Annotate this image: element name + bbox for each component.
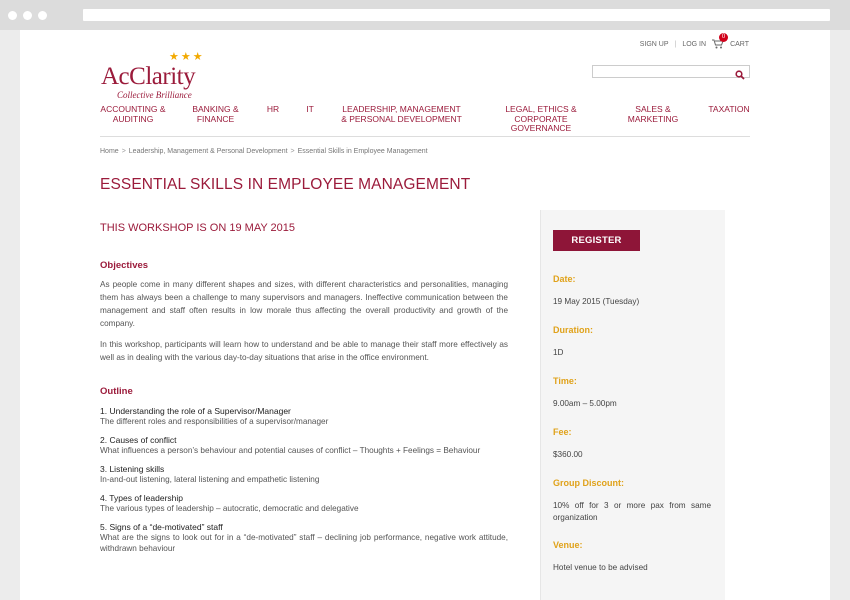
workshop-date-heading: THIS WORKSHOP IS ON 19 MAY 2015: [100, 222, 296, 234]
page-title: ESSENTIAL SKILLS IN EMPLOYEE MANAGEMENT: [100, 176, 471, 193]
logo-tagline: Collective Brilliance: [117, 90, 192, 100]
nav-label: AUDITING: [112, 113, 154, 124]
nav-item-sales[interactable]: [626, 105, 680, 124]
main-content: [100, 260, 508, 554]
web-page: [20, 30, 830, 600]
objectives-heading: Objectives: [100, 260, 149, 271]
signup-link[interactable]: SIGN UP: [639, 40, 669, 48]
nav-item-it[interactable]: [302, 105, 318, 115]
logo[interactable]: [101, 50, 221, 110]
venue-value: Hotel venue to be advised: [553, 563, 648, 572]
divider: |: [674, 40, 677, 48]
nav-item-accounting[interactable]: [100, 105, 166, 124]
nav-label: BANKING &: [192, 104, 239, 114]
outline-item: [100, 522, 508, 554]
cart-link[interactable]: CART: [730, 40, 749, 48]
nav-item-leadership[interactable]: [339, 105, 464, 124]
nav-item-taxation[interactable]: [708, 105, 750, 115]
outline-item-title: 1. Understanding the role of a Supervisor/Manager: [100, 406, 291, 416]
breadcrumb-current: Essential Skills in Employee Management: [297, 148, 428, 155]
nav-label: ACCOUNTING &: [100, 104, 166, 114]
duration-label: Duration:: [553, 325, 593, 335]
nav-label: SALES &: [635, 104, 671, 114]
logo-stars: ★★★: [169, 51, 205, 63]
nav-label: CORPORATE GOVERNANCE: [510, 113, 572, 133]
register-button[interactable]: REGISTER: [553, 230, 640, 251]
fee-value: $360.00: [553, 450, 583, 459]
date-label: Date:: [553, 274, 576, 284]
search-icon[interactable]: [735, 67, 745, 77]
nav-label: & PERSONAL DEVELOPMENT: [341, 113, 462, 124]
objectives-paragraph: In this workshop, participants will learn how to understand and be able to manage their staff more effectively as well as in dealing with the various day-to-day situations that arise in the office environment.: [100, 340, 508, 362]
outline-item-desc: What influences a person’s behaviour and potential causes of conflict – Thoughts + Feelings = Behaviour: [100, 446, 481, 455]
time-value: 9.00am – 5.00pm: [553, 399, 617, 408]
breadcrumb-separator: >: [290, 148, 295, 155]
cart-count-badge: 0: [719, 33, 728, 42]
breadcrumb: [100, 148, 428, 155]
outline-item-title: 2. Causes of conflict: [100, 435, 177, 445]
main-nav: [100, 105, 750, 137]
discount-value: 10% off for 3 or more pax from same organization: [553, 501, 711, 522]
nav-label: HR: [266, 104, 280, 114]
nav-label: MARKETING: [627, 113, 679, 124]
outline-item: [100, 464, 508, 485]
nav-item-hr[interactable]: [263, 105, 283, 115]
outline-item-desc: What are the signs to look out for in a “de-motivated” staff – declining job performance, negative work attitude, withdrawn behaviour: [100, 533, 508, 553]
window-dot: [38, 11, 47, 20]
outline-item-title: 4. Types of leadership: [100, 493, 184, 503]
outline-item-desc: The different roles and responsibilities of a supervisor/manager: [100, 417, 329, 426]
login-link[interactable]: LOG IN: [682, 40, 707, 48]
outline-heading: Outline: [100, 386, 133, 397]
address-bar[interactable]: [83, 9, 830, 21]
outline-item-title: 3. Listening skills: [100, 464, 165, 474]
breadcrumb-category[interactable]: Leadership, Management & Personal Development: [128, 148, 288, 155]
outline-item: [100, 493, 508, 514]
venue-label: Venue:: [553, 540, 583, 550]
breadcrumb-separator: >: [121, 148, 126, 155]
discount-label: Group Discount:: [553, 478, 624, 488]
event-details-panel: [540, 210, 725, 600]
search-box: [592, 65, 750, 78]
search-input[interactable]: [593, 71, 728, 82]
window-dot: [8, 11, 17, 20]
nav-item-banking[interactable]: [188, 105, 243, 124]
window-dot: [23, 11, 32, 20]
nav-label: LEADERSHIP, MANAGEMENT: [342, 104, 461, 114]
outline-item: [100, 406, 508, 427]
objectives-paragraph: As people come in many different shapes and sizes, with different characteristics and personalities, managing them has always been a challenge to many supervisors and managers. Ineffective communication between the management and staff often results in low morale thus affecting the overall productivity and growth of the company.: [100, 280, 508, 328]
outline-item: [100, 435, 508, 456]
nav-label: FINANCE: [196, 113, 235, 124]
date-value: 19 May 2015 (Tuesday): [553, 297, 640, 306]
time-label: Time:: [553, 376, 577, 386]
outline-item-desc: The various types of leadership – autocratic, democratic and delegative: [100, 504, 359, 513]
fee-label: Fee:: [553, 427, 572, 437]
nav-label: TAXATION: [708, 104, 750, 114]
nav-label: IT: [306, 104, 314, 114]
outline-item-title: 5. Signs of a “de-motivated” staff: [100, 522, 223, 532]
outline-item-desc: In-and-out listening, lateral listening and empathetic listening: [100, 475, 320, 484]
browser-chrome: [0, 0, 850, 30]
breadcrumb-home[interactable]: Home: [100, 148, 119, 155]
duration-value: 1D: [553, 348, 564, 357]
nav-item-legal[interactable]: [485, 105, 597, 134]
nav-label: LEGAL, ETHICS &: [505, 104, 577, 114]
logo-name: AcClarity: [101, 63, 196, 90]
cart-icon[interactable]: [712, 34, 726, 49]
utility-links: [639, 34, 749, 49]
